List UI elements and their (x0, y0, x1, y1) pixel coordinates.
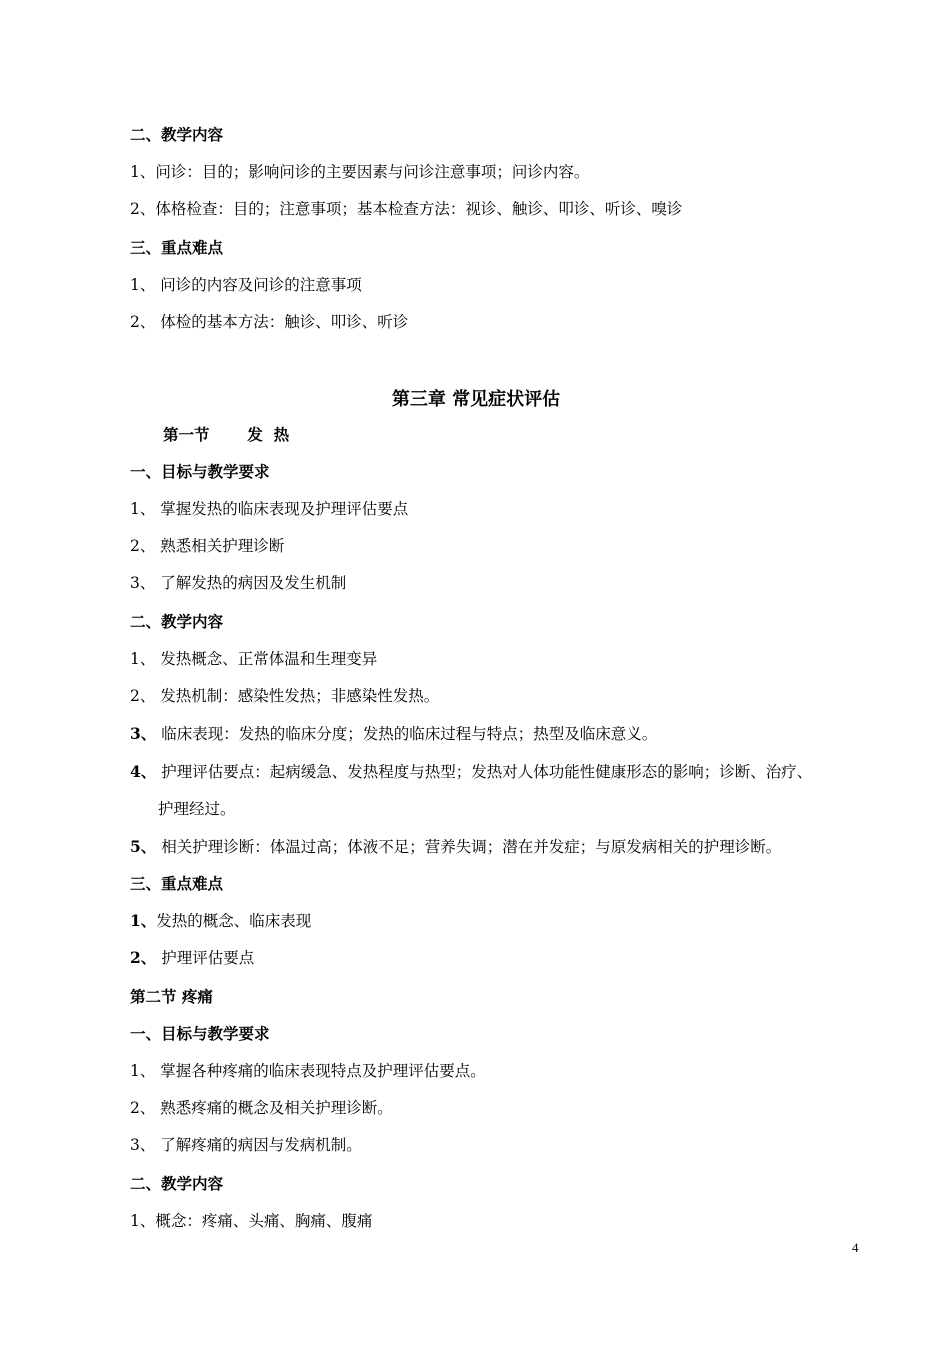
chapter-title: 第三章 常见症状评估 (391, 389, 561, 410)
fever-key-2-text: 护理评估要点 (156, 949, 255, 967)
page-number: 4 (852, 1240, 859, 1255)
block1-key-1: 1、 问诊的内容及问诊的注意事项 (130, 276, 362, 294)
block1-heading-key-points: 三、重点难点 (130, 239, 224, 257)
block1-heading-teaching-content: 二、教学内容 (130, 126, 224, 144)
fever-key-2-number: 2、 (130, 948, 157, 967)
block1-item-1: 1、问诊：目的；影响问诊的主要因素与问诊注意事项；问诊内容。 (130, 163, 590, 181)
fever-section-title: 第一节 发 热 (163, 426, 290, 444)
fever-content-5-number: 5、 (130, 837, 157, 856)
fever-content-3-text: 临床表现：发热的临床分度；发热的临床过程与特点；热型及临床意义。 (156, 725, 658, 743)
fever-key-1-text: 发热的概念、临床表现 (156, 912, 312, 930)
block1-item-2: 2、体格检查：目的；注意事项；基本检查方法：视诊、触诊、叩诊、听诊、嗅诊 (130, 200, 683, 218)
fever-content-5-text: 相关护理诊断：体温过高；体液不足；营养失调；潜在并发症；与原发病相关的护理诊断。 (156, 838, 782, 856)
fever-key-2 (130, 948, 254, 968)
fever-heading-goals: 一、目标与教学要求 (130, 463, 270, 481)
fever-key-1 (130, 911, 311, 931)
fever-content-3-number: 3、 (130, 724, 157, 743)
fever-content-4-continuation: 护理经过。 (158, 800, 236, 818)
fever-content-3 (130, 724, 657, 744)
fever-goal-1: 1、 掌握发热的临床表现及护理评估要点 (130, 500, 409, 518)
fever-heading-teaching-content: 二、教学内容 (130, 613, 224, 631)
pain-goal-1: 1、 掌握各种疼痛的临床表现特点及护理评估要点。 (130, 1062, 486, 1080)
fever-content-4-number: 4、 (130, 762, 157, 781)
fever-content-5 (130, 837, 781, 857)
pain-heading-teaching-content: 二、教学内容 (130, 1175, 224, 1193)
fever-content-2: 2、 发热机制：感染性发热；非感染性发热。 (130, 687, 440, 705)
pain-section-title: 第二节 疼痛 (130, 988, 213, 1006)
fever-heading-key-points: 三、重点难点 (130, 875, 224, 893)
fever-content-4 (130, 762, 812, 782)
pain-content-1: 1、概念：疼痛、头痛、胸痛、腹痛 (130, 1212, 373, 1230)
fever-content-4-text: 护理评估要点：起病缓急、发热程度与热型；发热对人体功能性健康形态的影响；诊断、治疗、 (156, 763, 813, 781)
block1-key-2: 2、 体检的基本方法：触诊、叩诊、听诊 (130, 313, 409, 331)
pain-goal-2: 2、 熟悉疼痛的概念及相关护理诊断。 (130, 1099, 393, 1117)
fever-goal-3: 3、 了解发热的病因及发生机制 (130, 574, 347, 592)
fever-content-1: 1、 发热概念、正常体温和生理变异 (130, 650, 378, 668)
pain-goal-3: 3、 了解疼痛的病因与发病机制。 (130, 1136, 362, 1154)
pain-heading-goals: 一、目标与教学要求 (130, 1025, 270, 1043)
fever-goal-2: 2、 熟悉相关护理诊断 (130, 537, 285, 555)
fever-key-1-number: 1、 (130, 911, 157, 930)
